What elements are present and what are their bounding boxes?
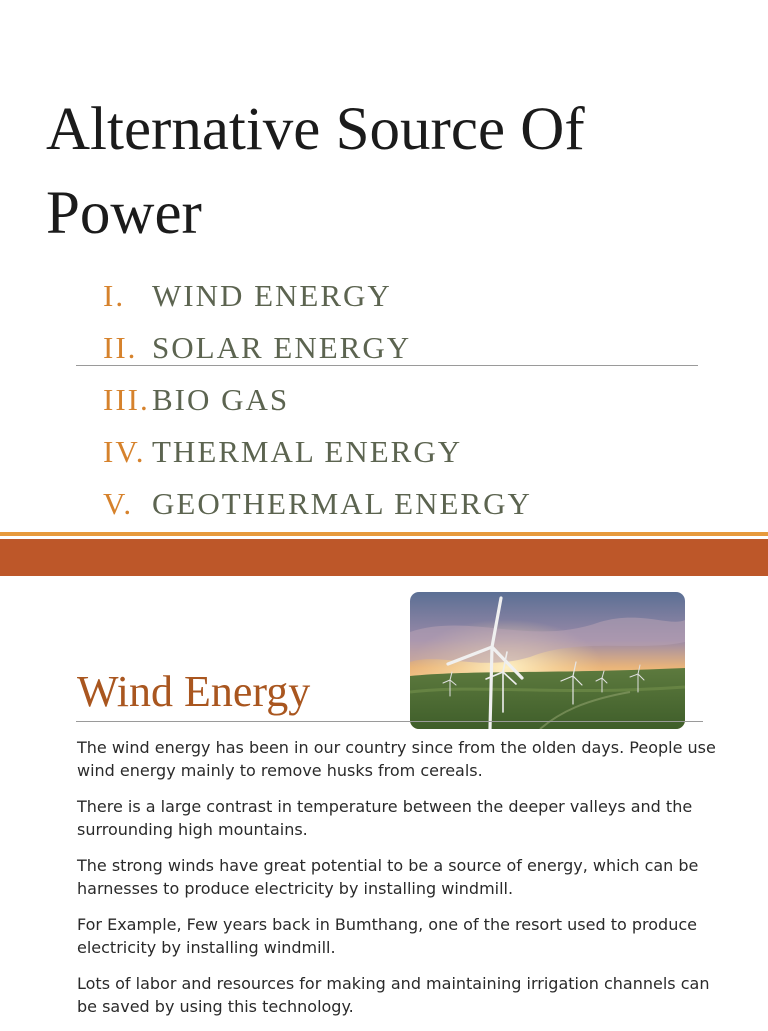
paragraph: The strong winds have great potential to be a source of energy, which can be harnesses to produce electricity by installing windmill. [77,856,699,898]
heading-divider [76,721,703,722]
wind-turbines-photo [410,592,685,729]
list-label: GEOTHERMAL ENERGY [152,486,532,521]
page-title: Alternative Source Of Power [46,96,585,247]
list-label: WIND ENERGY [152,278,392,313]
list-divider [76,365,698,366]
paragraph: The wind energy has been in our country since from the olden days. People use wind energy mainly to remove husks from cereals. [77,738,716,780]
list-label: THERMAL ENERGY [152,434,463,469]
paragraph: For Example, Few years back in Bumthang, one of the resort used to produce electricity by installing windmill. [77,915,697,957]
list-item [0,382,768,426]
paragraph: Lots of labor and resources for making and maintaining irrigation channels can be saved by using this technology. [77,974,710,1016]
body-text [77,736,727,1031]
slide-wind-energy [0,576,768,1024]
list-numeral: IV. [103,434,146,469]
list-item [0,434,768,478]
slide-divider-band [0,539,768,576]
paragraph: There is a large contrast in temperature between the deeper valleys and the surrounding high mountains. [77,797,693,839]
list-label: SOLAR ENERGY [152,330,412,365]
list-numeral: III. [103,382,150,417]
list-numeral: V. [103,486,134,521]
list-numeral: I. [103,278,126,313]
list-item [0,278,768,322]
list-item [0,486,768,530]
list-label: BIO GAS [152,382,290,417]
list-numeral: II. [103,330,138,365]
section-heading: Wind Energy [77,667,311,716]
list-item [0,330,768,374]
